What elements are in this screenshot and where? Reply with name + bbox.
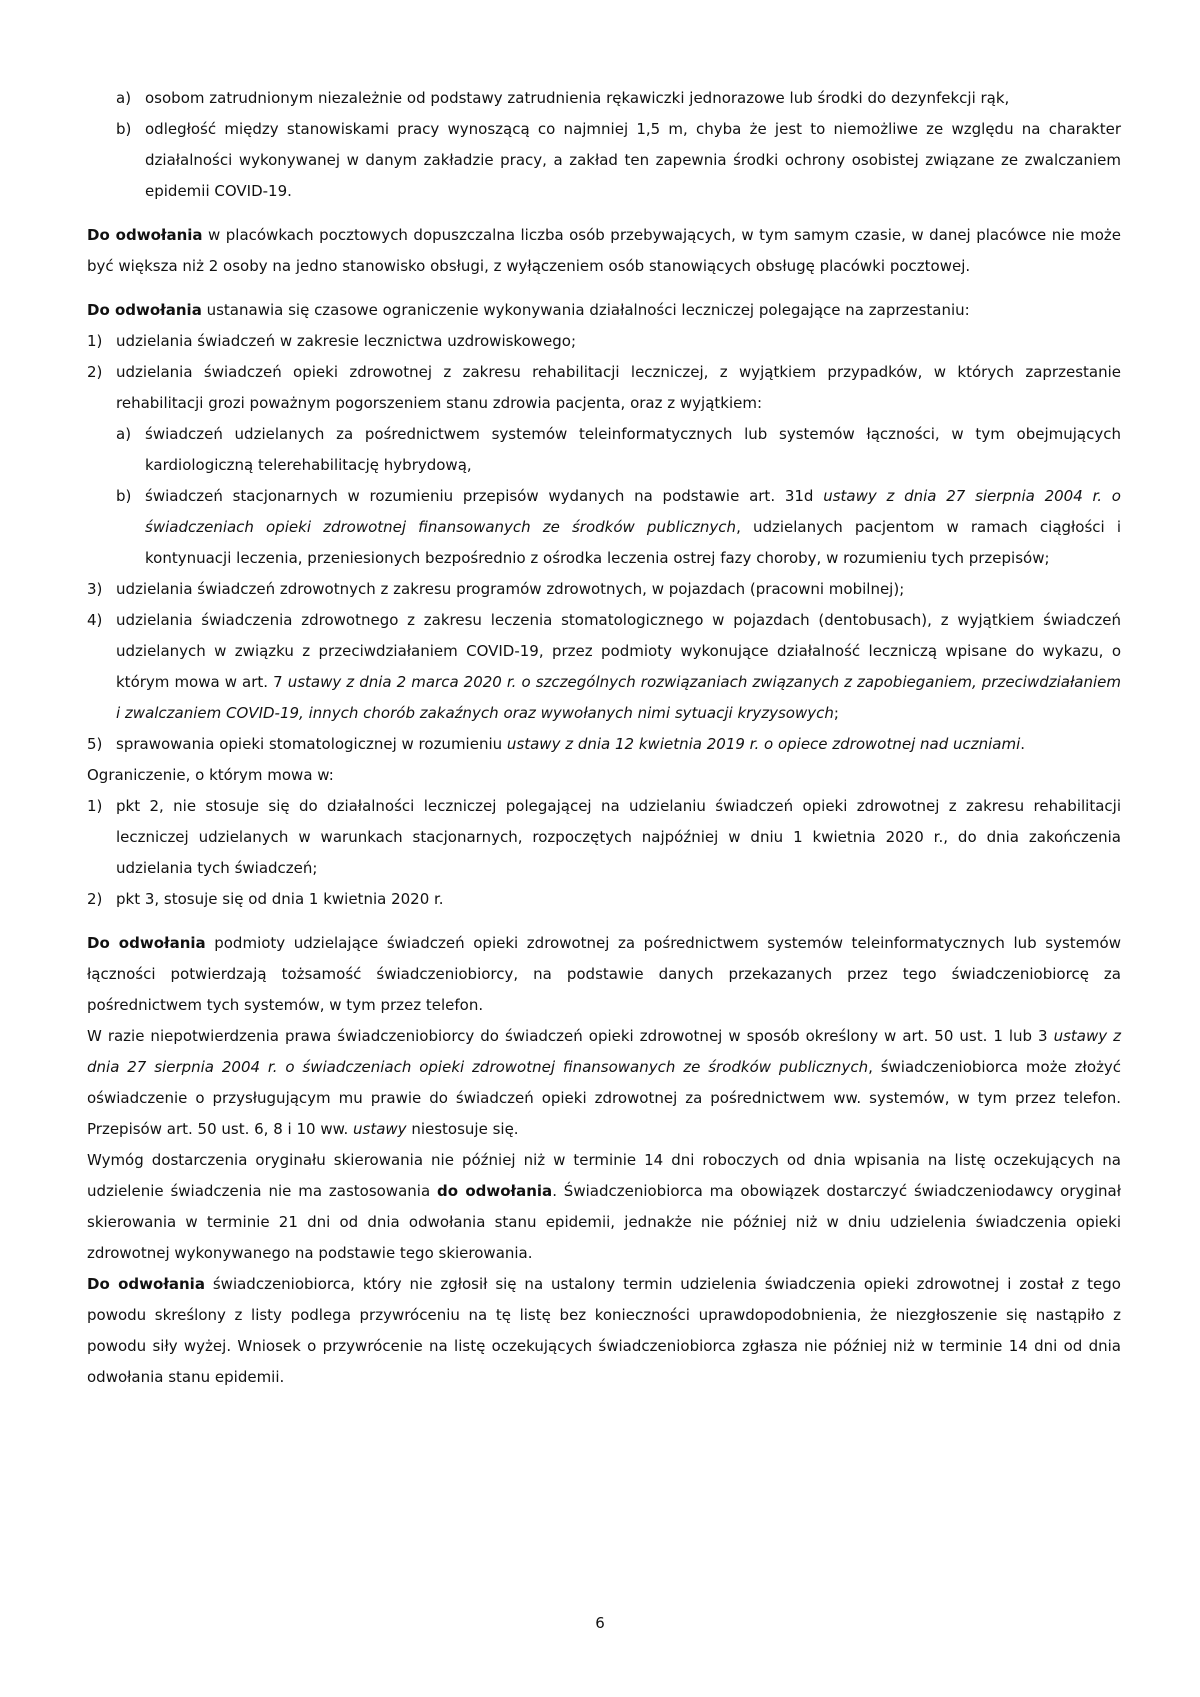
sublist-item bbox=[87, 481, 1121, 574]
paragraph-text: ustanawia się czasowe ograniczenie wykonywania działalności leczniczej polegające na zaprzestaniu: bbox=[201, 301, 970, 319]
text-run: , świadczeniobiorca może złożyć oświadczenie o przysługującym mu prawie do świadczeń opieki zdrowotnej za pośrednictwem ww. systemów, w tym przez telefon. Przepisów art. 50 ust. 6, 8 i 10 ww. bbox=[87, 1058, 1121, 1138]
list-marker: 1) bbox=[87, 332, 103, 350]
list-item bbox=[87, 83, 1121, 114]
list-marker: b) bbox=[116, 120, 132, 138]
paragraph-text: podmioty udzielające świadczeń opieki zdrowotnej za pośrednictwem systemów teleinformatycznych lub systemów łączności potwierdzają tożsamość świadczeniobiorcy, na podstawie danych przekazanych przez tego świadczeniobiorcę za pośrednictwem tych systemów, w tym przez telefon. bbox=[87, 934, 1121, 1014]
text-run: sprawowania opieki stomatologicznej w rozumieniu bbox=[116, 735, 507, 753]
text-run: . Świadczeniobiorca ma obowiązek dostarczyć świadczeniodawcy oryginał skierowania w terminie 21 dni od dnia odwołania stanu epidemii, jednakże nie później niż w dniu udzielenia świadczenia opieki zdrowotnej wykonywanego na podstawie tego skierowania. bbox=[87, 1182, 1121, 1262]
paragraph-medical-restriction bbox=[87, 295, 1121, 326]
list-item bbox=[87, 884, 1121, 915]
list-marker: 2) bbox=[87, 363, 103, 381]
page-content bbox=[87, 83, 1121, 1393]
list-text: udzielania świadczeń w zakresie lecznictwa uzdrowiskowego; bbox=[116, 332, 577, 350]
paragraph-waiting-list bbox=[87, 1269, 1121, 1393]
list-item bbox=[87, 357, 1121, 419]
statute-citation: ustawy z dnia 2 marca 2020 r. o szczególnych rozwiązaniach związanych z zapobieganiem, przeciwdziałaniem i zwalczaniem COVID-19, innych chorób zakaźnych oraz wywołanych nimi sytuacji kryzysowych bbox=[116, 673, 1122, 722]
paragraph-referral bbox=[87, 1145, 1121, 1269]
statute-citation: ustawy z dnia 27 sierpnia 2004 r. o świadczeniach opieki zdrowotnej finansowanych ze środków publicznych bbox=[145, 487, 1121, 536]
paragraph-telemedicine bbox=[87, 928, 1121, 1021]
list-marker: b) bbox=[116, 487, 132, 505]
bold-lead: Do odwołania bbox=[87, 1275, 205, 1293]
statute-citation: ustawy z dnia 27 sierpnia 2004 r. o świadczeniach opieki zdrowotnej finansowanych ze środków publicznych bbox=[87, 1027, 1121, 1076]
list-text: udzielania świadczeń opieki zdrowotnej z zakresu rehabilitacji leczniczej, z wyjątkiem przypadków, w których zaprzestanie rehabilitacji grozi poważnym pogorszeniem stanu zdrowia pacjenta, oraz z wyjątkiem: bbox=[116, 363, 1121, 412]
text-run: ; bbox=[833, 704, 839, 722]
list-text bbox=[116, 605, 1121, 729]
text-run: Wymóg dostarczenia oryginału skierowania nie później niż w terminie 14 dni roboczych od dnia wpisania na listę oczekujących na udzielenie świadczenia nie ma zastosowania bbox=[87, 1151, 1121, 1200]
list-marker: a) bbox=[116, 89, 132, 107]
list-marker: a) bbox=[116, 425, 132, 443]
list-item bbox=[87, 729, 1121, 760]
list-text: odległość między stanowiskami pracy wynoszącą co najmniej 1,5 m, chyba że jest to niemożliwe ze względu na charakter działalności wykonywanej w danym zakładzie pracy, a zakład ten zapewnia środki ochrony osobistej związane ze zwalczaniem epidemii COVID-19. bbox=[145, 120, 1121, 200]
paragraph-eligibility bbox=[87, 1021, 1121, 1145]
bold-phrase: do odwołania bbox=[437, 1182, 553, 1200]
paragraph-text: świadczeniobiorca, który nie zgłosił się na ustalony termin udzielenia świadczenia opieki zdrowotnej i został z tego powodu skreślony z listy podlega przywróceniu na tę listę bez konieczności uprawdopodobnienia, że niezgłoszenie się nastąpiło z powodu siły wyżej. Wniosek o przywrócenie na listę oczekujących świadczeniobiorca zgłasza nie później niż w terminie 14 dni od dnia odwołania stanu epidemii. bbox=[87, 1275, 1121, 1386]
page-number: 6 bbox=[595, 1614, 605, 1632]
text-run: . bbox=[1020, 735, 1026, 753]
list-item bbox=[87, 605, 1121, 729]
bold-lead: Do odwołania bbox=[87, 226, 203, 244]
restriction-intro: Ograniczenie, o którym mowa w: bbox=[87, 766, 334, 784]
text-run: świadczeń stacjonarnych w rozumieniu przepisów wydanych na podstawie art. 31d bbox=[145, 487, 824, 505]
list-item bbox=[87, 326, 1121, 357]
text-run: W razie niepotwierdzenia prawa świadczeniobiorcy do świadczeń opieki zdrowotnej w sposób określony w art. 50 ust. 1 lub 3 bbox=[87, 1027, 1054, 1045]
list-marker: 3) bbox=[87, 580, 103, 598]
list-text: pkt 3, stosuje się od dnia 1 kwietnia 2020 r. bbox=[116, 890, 444, 908]
bold-lead: Do odwołania bbox=[87, 301, 202, 319]
list-item bbox=[87, 791, 1121, 884]
statute-citation: ustawy bbox=[353, 1120, 407, 1138]
list-item bbox=[87, 574, 1121, 605]
bold-lead: Do odwołania bbox=[87, 934, 206, 952]
paragraph-text: w placówkach pocztowych dopuszczalna liczba osób przebywających, w tym samym czasie, w danej placówce nie może być większa niż 2 osoby na jedno stanowisko obsługi, z wyłączeniem osób stanowiących obsługę placówki pocztowej. bbox=[87, 226, 1121, 275]
text-run: , udzielanych pacjentom w ramach ciągłości i kontynuacji leczenia, przeniesionych bezpośrednio z ośrodka leczenia ostrej fazy choroby, w rozumieniu tych przepisów; bbox=[145, 518, 1121, 567]
statute-citation: ustawy z dnia 12 kwietnia 2019 r. o opiece zdrowotnej nad uczniami bbox=[506, 735, 1021, 753]
list-text bbox=[145, 481, 1121, 574]
list-marker: 4) bbox=[87, 611, 103, 629]
text-run: udzielania świadczenia zdrowotnego z zakresu leczenia stomatologicznego w pojazdach (dentobusach), z wyjątkiem świadczeń udzielanych w związku z przeciwdziałaniem COVID-19, przez podmioty wykonujące działalność leczniczą wpisane do wykazu, o którym mowa w art. 7 bbox=[116, 611, 1121, 691]
list-item bbox=[87, 114, 1121, 207]
list-marker: 1) bbox=[87, 797, 103, 815]
list-marker: 2) bbox=[87, 890, 103, 908]
paragraph-post-offices bbox=[87, 220, 1121, 282]
list-marker: 5) bbox=[87, 735, 103, 753]
list-text: osobom zatrudnionym niezależnie od podstawy zatrudnienia rękawiczki jednorazowe lub środki do dezynfekcji rąk, bbox=[145, 89, 1010, 107]
list-text bbox=[116, 729, 1121, 760]
list-text: świadczeń udzielanych za pośrednictwem systemów teleinformatycznych lub systemów łączności, w tym obejmujących kardiologiczną telerehabilitację hybrydową, bbox=[145, 425, 1121, 474]
text-run: niestosuje się. bbox=[406, 1120, 519, 1138]
list-text: pkt 2, nie stosuje się do działalności leczniczej polegającej na udzielaniu świadczeń opieki zdrowotnej z zakresu rehabilitacji leczniczej udzielanych w warunkach stacjonarnych, rozpoczętych najpóźniej w dniu 1 kwietnia 2020 r., do dnia zakończenia udzielania tych świadczeń; bbox=[116, 797, 1121, 877]
list-text: udzielania świadczeń zdrowotnych z zakresu programów zdrowotnych, w pojazdach (pracowni mobilnej); bbox=[116, 580, 905, 598]
sublist-item bbox=[87, 419, 1121, 481]
